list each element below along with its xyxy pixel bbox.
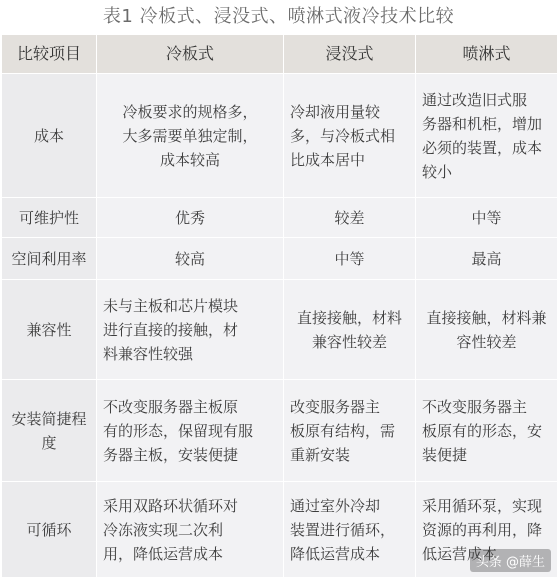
- cell-maintainability-spray: 中等: [416, 198, 557, 238]
- cell-install-spray: 不改变服务器主 板原有的形态，安 装便捷: [416, 380, 557, 482]
- row-label-recyclable: 可循环: [2, 482, 97, 578]
- header-compare-item: 比较项目: [2, 35, 97, 74]
- row-label-space-utilization: 空间利用率: [2, 238, 97, 280]
- cell-maintainability-cold-plate: 优秀: [97, 198, 284, 238]
- cell-compat-cold-plate: 未与主板和芯片模块 进行直接的接触，材 料兼容性较强: [97, 280, 284, 380]
- cell-space-cold-plate: 较高: [97, 238, 284, 280]
- cell-cost-cold-plate: 冷板要求的规格多， 大多需要单独定制， 成本较高: [97, 74, 284, 198]
- row-label-installation: 安装简捷程度: [2, 380, 97, 482]
- table-row: [2, 380, 557, 482]
- cell-recycle-spray: 采用循环泵，实现 资源的再利用，降 低运营成本: [416, 482, 557, 578]
- cell-recycle-immersion: 通过室外冷却 装置进行循环， 降低运营成本: [284, 482, 416, 578]
- table-title: 表1 冷板式、浸没式、喷淋式液冷技术比较: [102, 6, 455, 27]
- header-spray: 喷淋式: [416, 35, 557, 74]
- cell-space-spray: 最高: [416, 238, 557, 280]
- header-cold-plate: 冷板式: [97, 35, 284, 74]
- row-label-maintainability: 可维护性: [2, 198, 97, 238]
- cell-maintainability-immersion: 较差: [284, 198, 416, 238]
- table-row: [2, 280, 557, 380]
- cell-recycle-cold-plate: 采用双路环状循环对 冷冻液实现二次利 用，降低运营成本: [97, 482, 284, 578]
- table-row: [2, 238, 557, 280]
- table-row: [2, 198, 557, 238]
- cell-cost-immersion: 冷却液用量较 多，与冷板式相 比成本居中: [284, 74, 416, 198]
- cell-compat-immersion: 直接接触，材料 兼容性较差: [284, 280, 416, 380]
- cell-compat-spray: 直接接触，材料兼 容性较差: [416, 280, 557, 380]
- header-immersion: 浸没式: [284, 35, 416, 74]
- row-label-cost: 成本: [2, 74, 97, 198]
- watermark: 头条 @薛生: [470, 549, 551, 572]
- cell-install-immersion: 改变服务器主 板原有结构，需 重新安装: [284, 380, 416, 482]
- header-row: [2, 35, 557, 74]
- table-row: [2, 74, 557, 198]
- comparison-table: [1, 34, 557, 578]
- cell-cost-spray: 通过改造旧式服 务器和机柜，增加 必须的装置，成本 较小: [416, 74, 557, 198]
- row-label-compatibility: 兼容性: [2, 280, 97, 380]
- cell-space-immersion: 中等: [284, 238, 416, 280]
- cell-install-cold-plate: 不改变服务器主板原 有的形态，保留现有服 务器主板，安装便捷: [97, 380, 284, 482]
